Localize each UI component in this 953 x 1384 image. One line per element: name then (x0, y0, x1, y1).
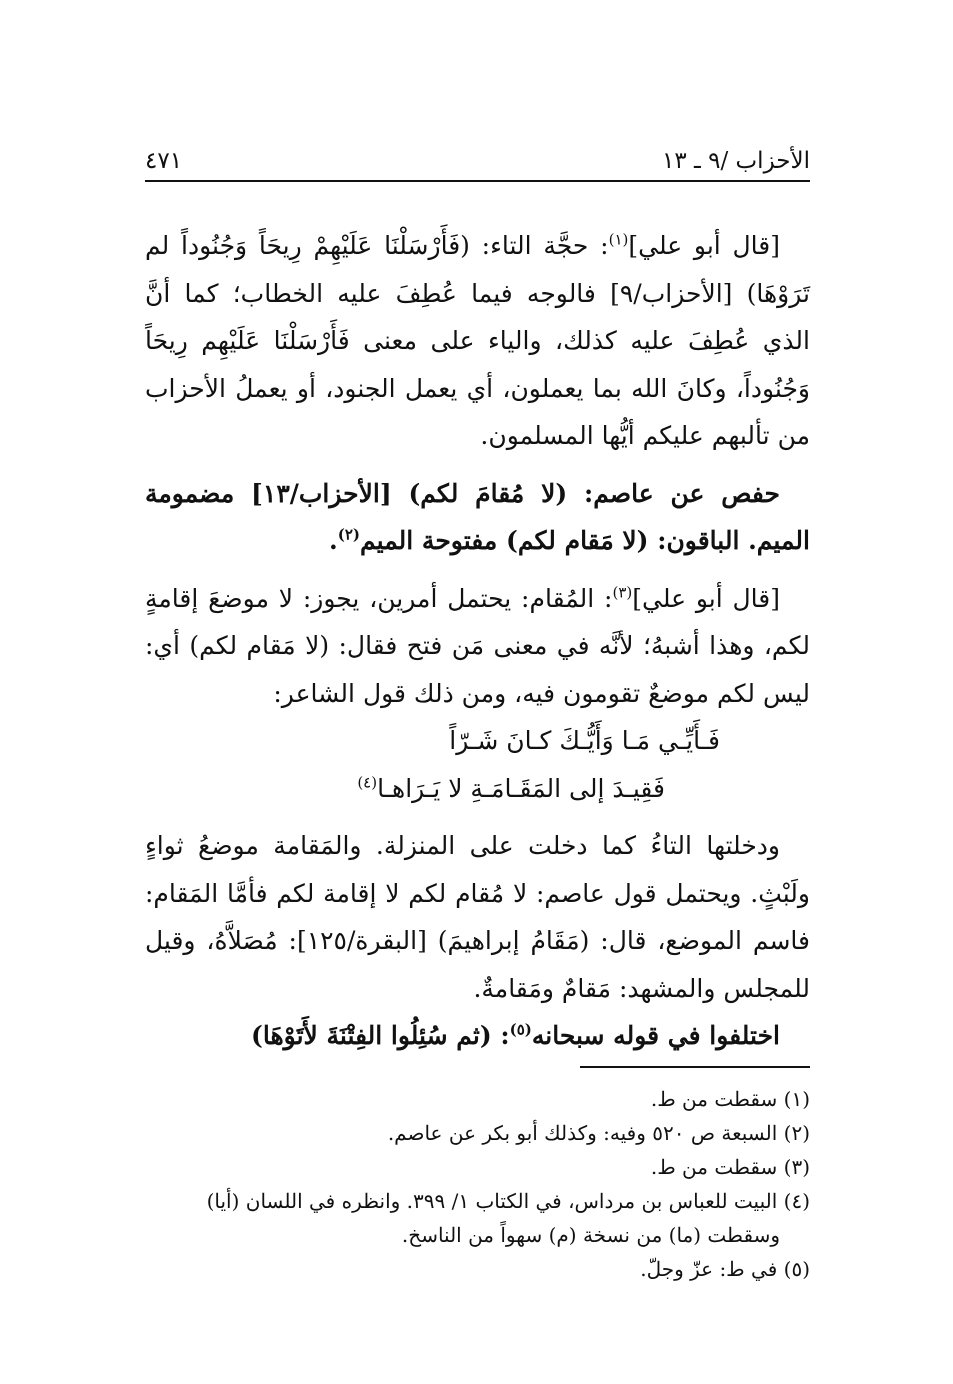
poem-verse-second (145, 765, 810, 813)
footnote-ref: (٤) (357, 773, 378, 792)
footnote-continuation: وسقطت (ما) من نسخة (م) سهواً من الناسخ. (401, 1223, 780, 1247)
footnote: (٥) في ط: عزّ وجلّ. (640, 1257, 810, 1281)
text-run: : (ثم سُئِلُوا الفِتْنَةَ لأَتَوْهَا) (251, 1021, 510, 1050)
paragraph (145, 822, 810, 1012)
footnote-ref: (٥) (509, 1020, 532, 1039)
header-rule (145, 180, 810, 182)
footnotes (145, 1082, 810, 1286)
main-text (145, 222, 810, 1060)
text-run: : حجَّة التاء: (فَأَرْسَلْنَا عَلَيْهِمْ رِيحَاً وَجُنُوداً لم تَرَوْهَا) [الأحزاب/٩] فالوجه فيما عُطِفَ عليه الخطاب؛ كما أنَّ الذي عُطِفَ عليه كذلك، والياء على معنى فَأَرْسَلْنَا عَلَيْهِم رِيحَاً وَجُنُوداً، وكانَ الله بما يعملون، أي يعمل الجنود، أو يعملُ الأحزاب من تألبهم عليكم أيُّها المسلمون. (145, 231, 811, 450)
paragraph-gap (145, 565, 810, 575)
text-run: حفص عن عاصم: (لا مُقامَ لكم) [الأحزاب/١٣] مضمومة الميم. الباقون: (لا مَقام لكم) مفتوحة الميم (145, 478, 810, 555)
footnote-ref: (١) (608, 230, 629, 249)
text-run: [قال أبو علي] (628, 231, 781, 260)
text-run: [قال أبو علي] (632, 583, 780, 613)
text-run: ودخلتها التاءُ كما دخلت على المنزلة. والمَقامة موضعُ ثواءٍ ولَبْثٍ. ويحتمل قول عاصم: لا مُقام لكم لا إقامة لكم فأمَّا المَقام: فاسم الموضع، قال: (مَقَامُ إبراهيمَ) [البقرة/١٢٥]: مُصَلاَّهُ، وقيل للمجلس والمشهد: مَقامٌ ومَقامةٌ. (145, 831, 810, 1003)
verse-text: فَـأَيِّـي مَـا وَأَيُّـكَ كـانَ شَـرّاً (449, 726, 720, 755)
paragraph (145, 222, 810, 460)
book-page (145, 0, 810, 1384)
page-number: ٤٧١ (145, 148, 183, 174)
footnote: (٤) البيت للعباس بن مرداس، في الكتاب ١/ ٣٩٩. وانظره في اللسان (أيا) (206, 1189, 810, 1213)
running-title: الأحزاب /٩ ـ ١٣ (662, 148, 810, 174)
text-run: : المُقام: يحتمل أمرين، يجوز: لا موضعَ إقامةٍ لكم، وهذا أشبهُ؛ لأنَّه في معنى مَن فتح فقال: (لا مَقام لكم) أي: ليس لكم موضعٌ تقومون فيه، ومن ذلك قول الشاعر: (145, 583, 810, 708)
text-run: . (329, 526, 338, 555)
text-run: اختلفوا في قوله سبحانه (531, 1021, 780, 1050)
paragraph-gap (145, 460, 810, 470)
poem-verse-first (145, 717, 810, 765)
page-header (145, 146, 810, 176)
reading-entry (145, 1012, 810, 1060)
reading-entry (145, 470, 810, 565)
footnote: (٣) سقطت من ط. (650, 1155, 810, 1179)
footnote-ref: (٣) (612, 583, 633, 602)
footnote-ref: (٢) (337, 525, 361, 544)
footnote-rule (580, 1066, 810, 1068)
verse-text: فَقِيـدَ إلى المَقَـامَـةِ لا يَـرَاهـا (377, 773, 665, 803)
paragraph-gap (145, 812, 810, 822)
footnote: (١) سقطت من ط. (650, 1087, 810, 1111)
footnote: (٢) السبعة ص ٥٢٠ وفيه: وكذلك أبو بكر عن عاصم. (387, 1121, 810, 1145)
paragraph (145, 575, 810, 718)
